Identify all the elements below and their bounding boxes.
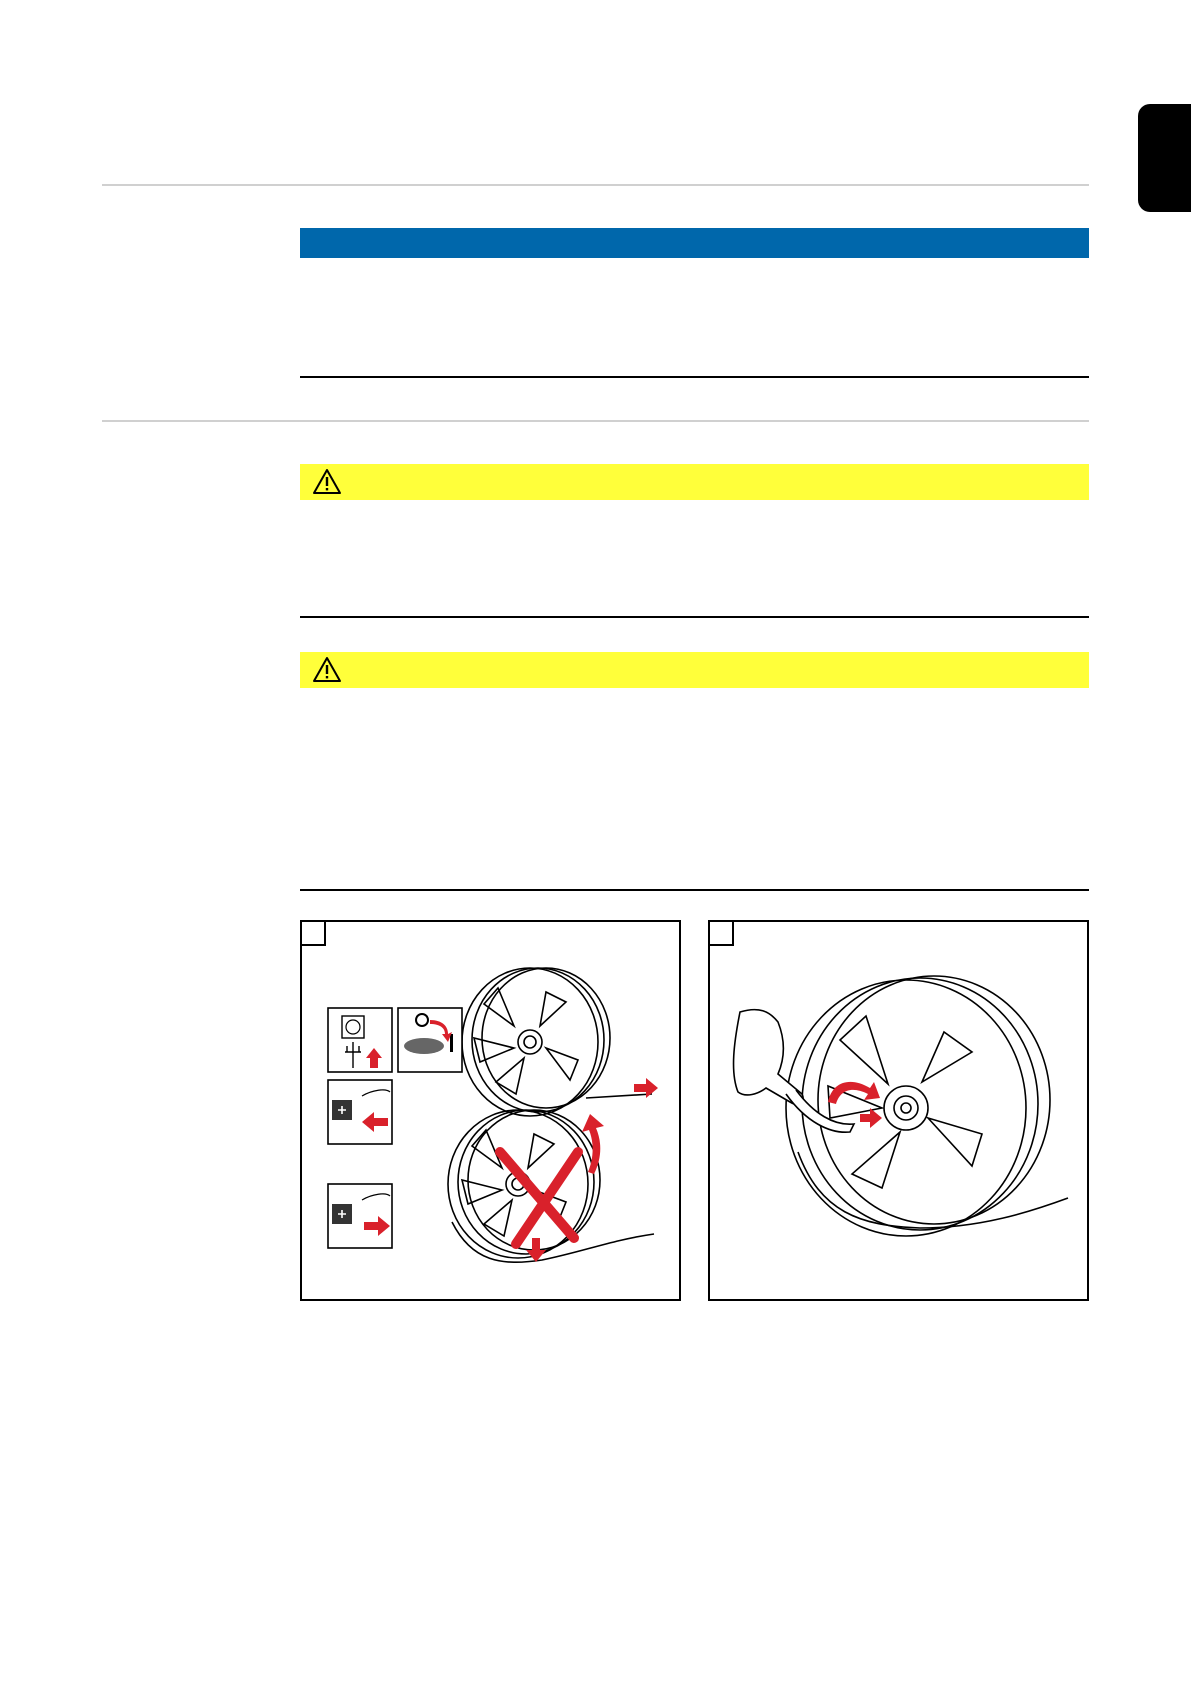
wire-spool-unwind-illustration — [302, 922, 679, 1299]
warning-2-end-rule — [300, 889, 1089, 891]
warning-bar-1 — [300, 464, 1089, 500]
figure-1 — [300, 920, 681, 1301]
notice-end-rule — [300, 376, 1089, 378]
do-not-cross-icon — [500, 1152, 578, 1244]
spool-upper — [462, 968, 652, 1116]
wire-spool-fasten-illustration — [710, 922, 1087, 1299]
notice-bar — [300, 228, 1089, 258]
wire-retract-button-icon — [328, 1184, 392, 1248]
language-tab[interactable] — [1138, 104, 1191, 212]
warning-triangle-icon — [312, 468, 342, 495]
wire-feed-button-icon — [328, 1080, 392, 1144]
hand-icon — [734, 1010, 854, 1133]
rotate-arrow-icon — [828, 1082, 880, 1104]
arrow-down-icon — [526, 1238, 546, 1262]
warning-triangle-icon — [312, 656, 342, 683]
large-spool — [786, 976, 1068, 1236]
section-divider-top — [102, 184, 1089, 186]
warning-bar-2 — [300, 652, 1089, 688]
power-plug-icon — [328, 1008, 392, 1072]
warning-1-end-rule — [300, 616, 1089, 618]
mains-switch-icon — [398, 1008, 462, 1072]
figure-2 — [708, 920, 1089, 1301]
section-divider-middle — [102, 420, 1089, 422]
